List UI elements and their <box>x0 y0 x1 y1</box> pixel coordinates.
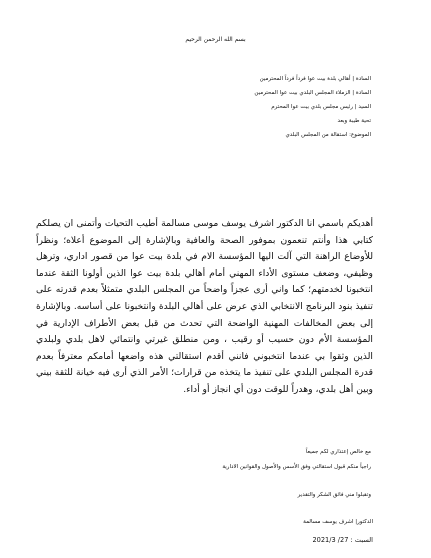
addressee-block <box>60 72 371 142</box>
closing-thanks: وتقبلوا مني فائق الشكر والتقدير <box>297 492 371 498</box>
body-paragraph: أهديكم باسمي انا الدكتور اشرف يوسف موسى مسالمة أطيب التحيات وأتمنى ان يصلكم كتابي هذا وأنتم تنعمون بموفور الصحة والعافية وبالإشارة إلى الموضوع أعلاه؛ ونظراً للأوضاع الراهنة التي آلت اليها المؤسسة الام في بلدة بيت عوا من قصور اداري، وترهل وظيفي، وضعف مستوى الأداء المهني أمام أهالي بلدة بيت عوا الذين أولونا الثقة عندما انتخبونا لخدمتهم؛ كما واني أرى عجزاً واضحاً من المجلس البلدي متمثلاً بعدم قدرته على تنفيذ بنود البرنامج الانتخابي الذي عرض على أهالي البلدة وانتخبونا على أساسه. وبالإشارة إلى بعض المخالفات المهنية الواضحة التي تحدث من قبل بعض الأطراف الإدارية في المؤسسة الأم دون حسيب أو رقيب ، ومن منطلق غيرتي وانتمائي لاهل بلدي ولبلدي الذين وثقوا بي عندما انتخبوني فانني أقدم استقالتي هذه واضعها أمامكم معترفاً بعدم قدرة المجلس البلدي على تنفيذ ما يتخذه من قرارات؛ الأمر الذي أرى فيه خيانة للثقة بيني وبين أهل بلدي، وهدراً للوقت دون أي انجاز أو أداء. <box>36 218 373 395</box>
closing-request: راجياً منكم قبول استقالتي وفق الأسس والأصول والقوانين الادارية <box>222 464 371 470</box>
addressee-residents: السادة | أهالي بلدة بيت عوا فرداً فرداً المحترمين <box>259 76 371 82</box>
letter-body <box>36 216 373 399</box>
signature-date: السبت : 27/ 2021/3 <box>312 536 373 544</box>
basmala: بسم الله الرحمن الرحيم <box>185 36 246 43</box>
subject-line: الموضوع: استقالة من المجلس البلدي <box>285 132 371 138</box>
addressee-council-colleagues: السادة | الزملاء المجلس البلدي بيت عوا المحترمين <box>254 90 371 96</box>
closing-apology: مع خالص إعتذاري لكم جميعاً <box>305 449 371 455</box>
signature-name: الدكتور| اشرف يوسف مسالمة <box>303 519 373 525</box>
addressee-council-head: السيد | رئيس مجلس بلدي بيت عوا المحترم <box>271 104 371 110</box>
greeting: تحية طيبة وبعد <box>337 118 371 124</box>
